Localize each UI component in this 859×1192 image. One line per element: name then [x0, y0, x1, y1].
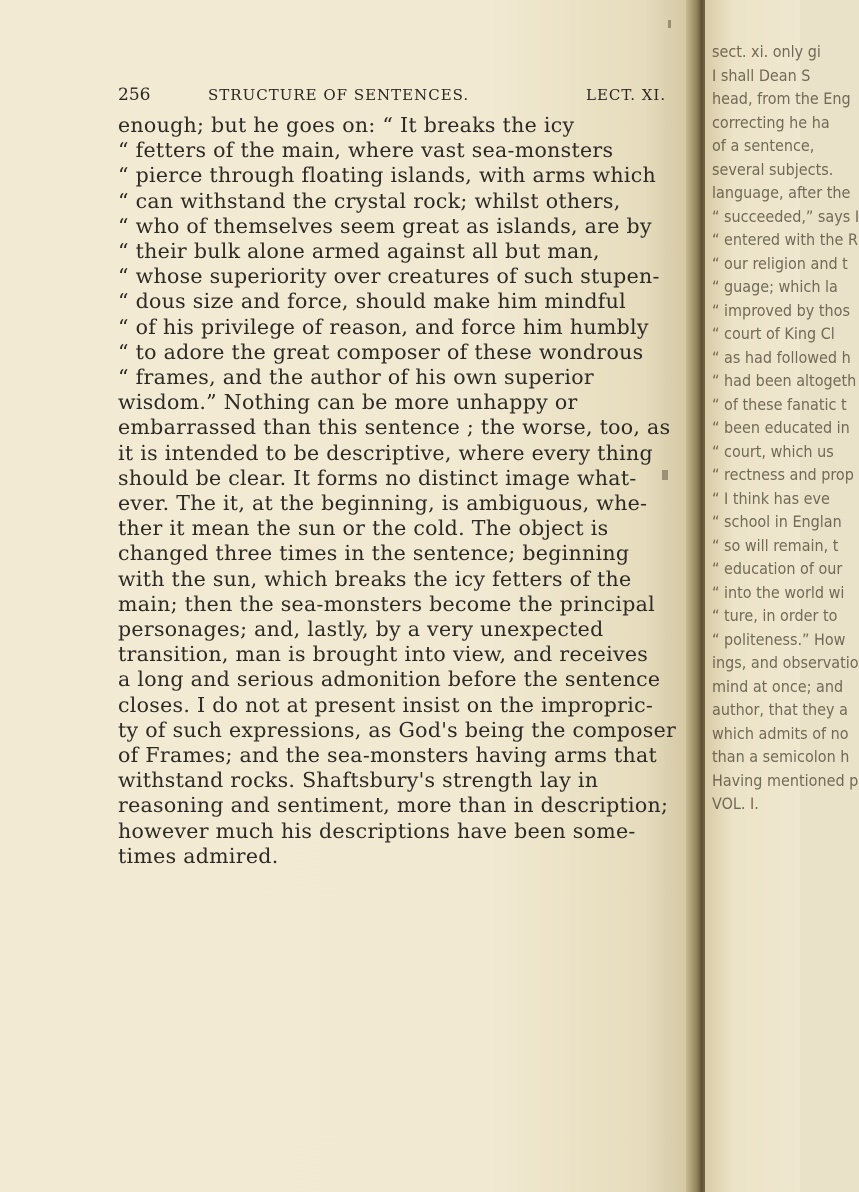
text-line: “ their bulk alone armed against all but man,	[118, 239, 600, 264]
text-line: enough; but he goes on: “ It breaks the icy	[118, 113, 575, 137]
text-line: however much his descriptions have been some-	[118, 818, 636, 843]
facing-line: “ of these fanatic t	[712, 394, 847, 414]
facing-line: “ our religion and t	[712, 253, 848, 273]
facing-line: “ politeness.” How	[712, 629, 846, 649]
facing-line: “ so will remain, t	[712, 535, 839, 555]
text-line: changed three times in the sentence; beginning	[118, 541, 630, 566]
facing-line: correcting he ha	[712, 112, 830, 132]
text-line: reasoning and sentiment, more than in description;	[118, 793, 669, 818]
page-number: 256	[118, 85, 151, 105]
facing-line: Having mentioned p	[712, 770, 859, 790]
facing-line: sect. xi. only gi	[712, 42, 821, 61]
ink-mark	[662, 470, 668, 480]
text-line: withstand rocks. Shaftsbury's strength lay in	[118, 768, 599, 793]
facing-line: I shall Dean S	[712, 65, 811, 85]
facing-line: several subjects.	[712, 159, 834, 179]
facing-line: “ improved by thos	[712, 300, 850, 320]
text-line: main; then the sea-monsters become the principal	[118, 591, 656, 616]
facing-line: “ court of King Cl	[712, 324, 835, 343]
facing-line: language, after the	[712, 183, 851, 202]
lecture-label: LECT. XI.	[586, 86, 667, 104]
facing-line: “ ture, in order to	[712, 606, 838, 625]
facing-line: “ I think has eve	[712, 488, 830, 508]
facing-line: which admits of no	[712, 723, 849, 743]
facing-line: “ had been altogeth	[712, 371, 857, 390]
text-line: “ to adore the great composer of these wondrous	[118, 339, 644, 364]
running-header	[118, 85, 693, 109]
facing-line: “ been educated in	[712, 418, 850, 437]
facing-line: “ into the world wi	[712, 582, 845, 602]
text-line: embarrassed than this sentence ; the worse, too, as	[118, 415, 671, 440]
text-line: with the sun, which breaks the icy fetters of the	[118, 566, 632, 591]
facing-line: VOL. I.	[712, 794, 759, 813]
text-line: “ frames, and the author of his own superior	[118, 365, 594, 390]
text-line: “ whose superiority over creatures of such stupen-	[118, 264, 660, 289]
text-line: ty of such expressions, as God's being the composer	[118, 717, 677, 742]
text-line: personages; and, lastly, by a very unexpected	[118, 617, 604, 642]
running-title: STRUCTURE OF SENTENCES.	[208, 86, 470, 104]
facing-line: “ guage; which la	[712, 277, 838, 296]
text-line: “ can withstand the crystal rock; whilst others,	[118, 188, 621, 213]
facing-line: “ succeeded,” says I	[712, 206, 859, 226]
ink-mark	[668, 20, 671, 28]
facing-line: head, from the Eng	[712, 89, 851, 108]
text-line: “ fetters of the main, where vast sea-monsters	[118, 138, 614, 163]
text-line: a long and serious admonition before the sentence	[118, 667, 661, 692]
text-line: ever. The it, at the beginning, is ambiguous, whe-	[118, 491, 648, 516]
text-line: “ dous size and force, should make him mindful	[118, 289, 627, 314]
text-line: “ of his privilege of reason, and force him humbly	[118, 314, 649, 339]
body-text	[118, 113, 703, 869]
text-line: “ pierce through floating islands, with arms which	[118, 163, 656, 188]
text-line: closes. I do not at present insist on the impropric-	[118, 692, 654, 717]
text-line: should be clear. It forms no distinct image what-	[118, 465, 637, 490]
facing-line: of a sentence,	[712, 136, 815, 155]
facing-line: mind at once; and	[712, 676, 844, 696]
text-line: ther it mean the sun or the cold. The object is	[118, 516, 609, 541]
facing-line: “ court, which us	[712, 441, 834, 461]
text-line: times admired.	[118, 843, 279, 868]
facing-line: “ as had followed h	[712, 347, 851, 367]
text-line: transition, man is brought into view, and receives	[118, 642, 649, 667]
facing-line: than a semicolon h	[712, 747, 850, 766]
facing-line: “ school in Englan	[712, 512, 842, 531]
facing-line: ings, and observatio	[712, 653, 859, 672]
text-line: it is intended to be descriptive, where every thing	[118, 440, 653, 465]
text-line: “ who of themselves seem great as islands, are by	[118, 213, 652, 238]
text-line: wisdom.” Nothing can be more unhappy or	[118, 390, 578, 415]
facing-line: “ rectness and prop	[712, 465, 854, 484]
text-line: of Frames; and the sea-monsters having arms that	[118, 743, 658, 768]
facing-line: author, that they a	[712, 700, 848, 719]
facing-line: “ education of our	[712, 559, 843, 578]
facing-line: “ entered with the R	[712, 230, 858, 249]
facing-page-text	[712, 40, 859, 1140]
